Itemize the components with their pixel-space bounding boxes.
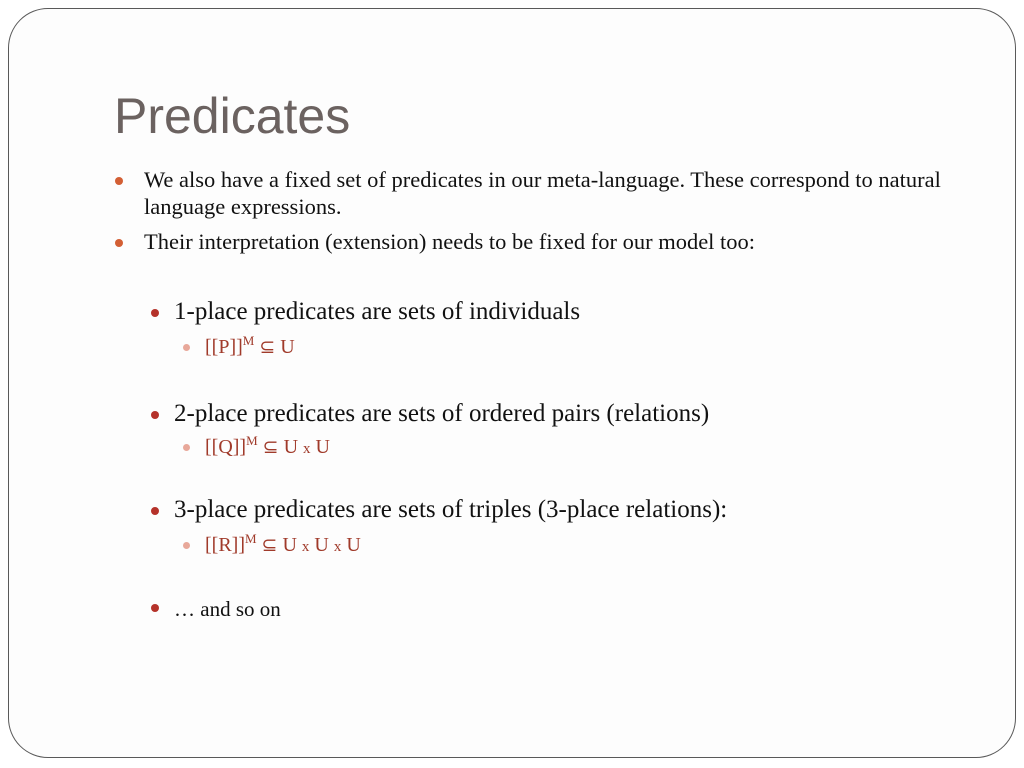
bullet-icon (151, 309, 159, 317)
cross-product-symbol: x (301, 539, 310, 555)
bullet-icon (151, 604, 159, 612)
sub-bullet-item (174, 594, 281, 624)
cross-product-symbol: x (333, 539, 342, 555)
bullet-icon (151, 411, 159, 419)
sub-bullet-text: 1-place predicates are sets of individuals (174, 298, 581, 325)
sub-bullet-text: 2-place predicates are sets of ordered pairs (relations) (174, 400, 710, 427)
formula-universe: U (280, 336, 295, 358)
bullet-text: Their interpretation (extension) needs to be fixed for our model too: (144, 229, 756, 254)
bullet-icon (183, 344, 190, 351)
bullet-icon (183, 444, 190, 451)
subset-symbol: ⊆ (262, 436, 279, 458)
formula-universe: U (283, 436, 299, 458)
sub-bullet-text: … and so on (174, 597, 281, 621)
formula-lhs: [[Q]] (205, 436, 247, 458)
sub-bullet-item (174, 399, 709, 429)
sub-bullet-text: 3-place predicates are sets of triples (3-place relations): (174, 496, 728, 523)
formula-item (205, 335, 295, 359)
formula-universe: U (315, 436, 330, 458)
cross-product-symbol: x (303, 441, 311, 457)
formula-universe: U (282, 534, 297, 556)
formula-universe: U (346, 534, 361, 556)
bullet-item (144, 228, 944, 255)
formula-lhs: [[R]] (205, 534, 245, 556)
sub-bullet-item (174, 495, 727, 525)
bullet-text: We also have a fixed set of predicates in our meta-language. These correspond to natural language expressions. (144, 167, 941, 219)
bullet-icon (183, 542, 190, 549)
bullet-icon (151, 507, 159, 515)
bullet-item (144, 166, 944, 220)
bullet-icon (115, 177, 123, 185)
formula-item (205, 435, 330, 461)
formula-item (205, 533, 361, 559)
formula-model-sup: M (244, 531, 257, 546)
subset-symbol: ⊆ (261, 534, 278, 556)
formula-model-sup: M (242, 333, 255, 348)
sub-bullet-item (174, 297, 580, 327)
subset-symbol: ⊆ (259, 336, 276, 358)
formula-universe: U (314, 534, 329, 556)
formula-model-sup: M (246, 433, 258, 448)
formula-lhs: [[P]] (205, 336, 243, 358)
slide-title: Predicates (114, 88, 351, 144)
bullet-icon (115, 239, 123, 247)
